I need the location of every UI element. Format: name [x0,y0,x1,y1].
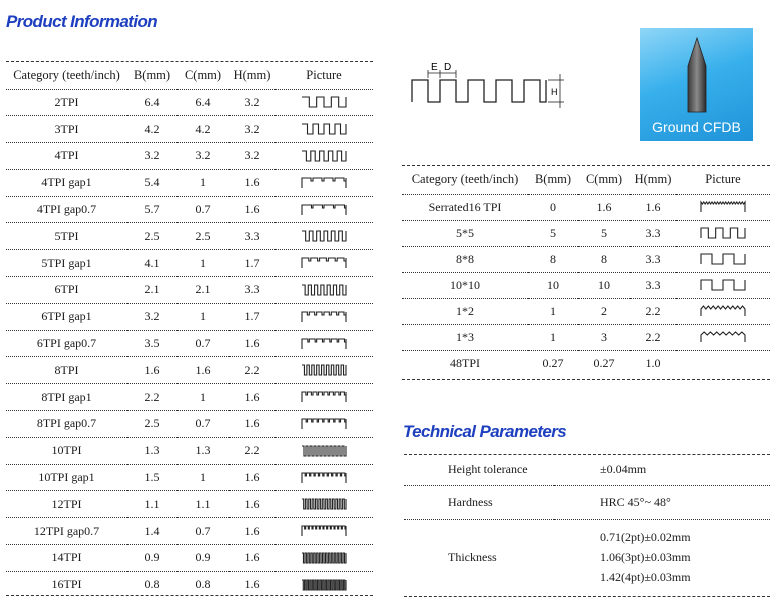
category-cell: 14TPI [51,550,82,565]
table-row [6,169,373,196]
tech-row-hardness [404,485,770,519]
tooth-profile-picture [676,298,770,324]
c-cell: 1.6 [195,362,211,377]
col-picture-header: Picture [705,172,741,187]
h-cell: 2.2 [645,329,661,344]
category-cell: 5TPI gap1 [41,255,92,270]
height-tolerance-value: ±0.04mm [600,462,647,477]
table-row [6,223,373,250]
category-cell: 12TPI [51,496,82,511]
c-cell: 6.4 [195,94,211,109]
b-cell: 1.6 [144,362,160,377]
b-cell: 1 [550,329,556,344]
tech-row-height-tolerance [404,455,770,485]
c-cell: 1 [200,389,206,404]
b-cell: 2.5 [144,416,160,431]
table-row [6,143,373,170]
c-cell: 4.2 [195,121,211,136]
c-cell: 1 [200,255,206,270]
c-cell: 2.1 [195,282,211,297]
table-row [402,272,770,298]
table-row [402,194,770,220]
product-image-ground-cfdb [640,28,753,141]
c-cell: 10 [598,277,610,292]
h-cell: 1.0 [645,355,661,370]
table-row [402,350,770,376]
h-cell: 1.6 [244,175,260,190]
right-spec-table [402,166,770,376]
table-row [6,277,373,304]
tooth-profile-picture [275,169,373,196]
b-cell: 0 [550,199,556,214]
right-table-header-row [402,166,770,194]
h-cell: 3.2 [244,148,260,163]
h-cell: 2.2 [645,303,661,318]
b-cell: 1.4 [144,523,160,538]
category-cell: 8TPI gap0.7 [36,416,97,431]
tooth-profile-icon [301,390,347,404]
col-h-header: H(mm) [634,172,672,187]
left-table-header-row [6,62,373,89]
b-cell: 0.27 [542,355,564,370]
table-row [402,298,770,324]
tooth-profile-icon [301,256,347,270]
c-cell: 0.27 [593,355,615,370]
right-table-bottom-border [402,379,770,380]
category-cell: 4TPI gap1 [41,175,92,190]
tech-table-bottom-border [404,596,770,597]
b-cell: 6.4 [144,94,160,109]
category-cell: 6TPI [54,282,79,297]
table-row [6,571,373,598]
h-cell: 2.2 [244,362,260,377]
b-cell: 3.2 [144,309,160,324]
category-cell: 5*5 [456,225,474,240]
tooth-profile-icon [301,203,347,217]
category-cell: 8*8 [456,251,474,266]
category-cell: Serrated16 TPI [428,199,502,214]
c-cell: 2.5 [195,228,211,243]
col-c-header: C(mm) [184,67,222,82]
table-row [6,518,373,545]
category-cell: 10TPI [51,443,82,458]
tooth-profile-icon [700,200,746,214]
b-cell: 3.5 [144,336,160,351]
col-b-header: B(mm) [534,172,572,187]
c-cell: 0.7 [195,523,211,538]
table-row [402,324,770,350]
tooth-profile-picture [275,357,373,384]
tooth-profile-picture [275,411,373,438]
c-cell: 1.3 [195,443,211,458]
table-row [402,246,770,272]
tooth-profile-picture [275,330,373,357]
category-cell: 5TPI [54,228,79,243]
tooth-profile-icon [301,176,347,190]
thickness-label: Thickness [448,549,497,564]
category-cell: 3TPI [54,121,79,136]
b-cell: 2.2 [144,389,160,404]
h-cell: 3.3 [645,251,661,266]
product-information-heading: Product Information [6,12,158,31]
table-row [402,220,770,246]
c-cell: 3 [601,329,607,344]
c-cell: 1.6 [596,199,612,214]
thickness-value-3pt: 1.06(3pt)±0.03mm [600,550,691,565]
h-cell: 3.3 [645,277,661,292]
left-spec-table [6,62,373,598]
category-cell: 1*2 [456,303,474,318]
h-cell: 1.6 [244,416,260,431]
tooth-profile-icon [301,417,347,431]
tooth-profile-picture [275,545,373,572]
h-cell: 1.6 [244,496,260,511]
category-cell: 2TPI [54,94,79,109]
table-row [6,464,373,491]
tooth-profile-picture [275,89,373,116]
b-cell: 8 [550,251,556,266]
tooth-dimension-diagram [408,58,568,110]
b-cell: 1 [550,303,556,318]
category-cell: 12TPI gap0.7 [33,523,100,538]
c-cell: 1 [200,175,206,190]
tooth-profile-icon [301,444,347,458]
h-cell: 3.3 [244,282,260,297]
b-cell: 1.3 [144,443,160,458]
h-cell: 1.6 [244,202,260,217]
h-cell: 1.6 [645,199,661,214]
h-cell: 1.6 [244,523,260,538]
category-cell: 8TPI [54,362,79,377]
tooth-profile-picture [275,277,373,304]
c-cell: 0.9 [195,550,211,565]
table-row [6,303,373,330]
tooth-profile-picture [275,384,373,411]
c-cell: 8 [601,251,607,266]
tooth-profile-icon [301,578,347,592]
diagram-label-h: H [551,87,558,97]
table-row [6,330,373,357]
tooth-profile-icon [301,363,347,377]
c-cell: 3.2 [195,148,211,163]
h-cell: 1.7 [244,255,260,270]
b-cell: 1.5 [144,470,160,485]
h-cell: 1.7 [244,309,260,324]
tooth-profile-picture [676,246,770,272]
tooth-profile-picture [275,491,373,518]
blade-icon [684,36,710,114]
table-row [6,89,373,116]
h-cell: 1.6 [244,336,260,351]
h-cell: 3.3 [244,228,260,243]
h-cell: 1.6 [244,550,260,565]
tooth-profile-icon [301,229,347,243]
table-row [6,116,373,143]
tooth-profile-icon [301,122,347,136]
category-cell: 4TPI gap0.7 [36,202,97,217]
hardness-value: HRC 45°~ 48° [600,494,671,509]
col-picture-header: Picture [306,67,342,82]
category-cell: 6TPI gap1 [41,309,92,324]
category-cell: 16TPI [51,577,82,592]
b-cell: 4.1 [144,255,160,270]
tooth-profile-picture [676,194,770,220]
tooth-profile-icon [301,551,347,565]
category-cell: 8TPI gap1 [41,389,92,404]
c-cell: 2 [601,303,607,318]
c-cell: 0.8 [195,577,211,592]
tooth-profile-picture [275,143,373,170]
category-cell: 1*3 [456,329,474,344]
col-b-header: B(mm) [133,67,171,82]
tooth-profile-picture [275,571,373,598]
c-cell: 0.7 [195,336,211,351]
tooth-profile-picture [275,250,373,277]
tooth-profile-picture [676,272,770,298]
category-cell: 10*10 [450,277,480,292]
table-row [6,437,373,464]
tooth-profile-icon [301,310,347,324]
thickness-values [554,519,770,595]
hardness-label: Hardness [448,494,493,509]
tooth-profile-icon [301,337,347,351]
table-row [6,357,373,384]
thickness-value-4pt: 1.42(4pt)±0.03mm [600,570,691,585]
tooth-profile-picture [275,196,373,223]
b-cell: 0.9 [144,550,160,565]
b-cell: 5 [550,225,556,240]
technical-parameters-table [404,455,770,595]
tooth-profile-picture [275,303,373,330]
col-category-header: Category (teeth/inch) [13,67,120,82]
table-row [6,250,373,277]
tooth-profile-icon [301,497,347,511]
b-cell: 4.2 [144,121,160,136]
tooth-profile-icon [700,252,746,266]
diagram-label-d: D [444,62,452,73]
table-row [6,545,373,572]
h-cell: 3.3 [645,225,661,240]
tooth-profile-icon [301,471,347,485]
b-cell: 2.1 [144,282,160,297]
tooth-profile-picture [676,350,770,376]
tooth-profile-picture [275,437,373,464]
b-cell: 2.5 [144,228,160,243]
tooth-profile-icon [700,330,746,344]
table-row [6,196,373,223]
h-cell: 3.2 [244,94,260,109]
table-row [6,491,373,518]
b-cell: 0.8 [144,577,160,592]
table-row [6,411,373,438]
c-cell: 1 [200,309,206,324]
category-cell: 4TPI [54,148,79,163]
h-cell: 3.2 [244,121,260,136]
product-image-caption: Ground CFDB [652,119,741,135]
c-cell: 5 [601,225,607,240]
tooth-profile-icon [301,283,347,297]
technical-parameters-heading: Technical Parameters [403,422,567,441]
tooth-profile-picture [275,116,373,143]
diagram-label-e: E [431,62,438,73]
col-h-header: H(mm) [233,67,271,82]
c-cell: 0.7 [195,202,211,217]
tooth-profile-icon [301,149,347,163]
table-row [6,384,373,411]
h-cell: 1.6 [244,470,260,485]
category-cell: 48TPI [450,355,480,370]
category-cell: 6TPI gap0.7 [36,336,97,351]
tooth-profile-picture [275,464,373,491]
b-cell: 5.7 [144,202,160,217]
tooth-profile-picture [275,518,373,545]
b-cell: 3.2 [144,148,160,163]
b-cell: 5.4 [144,175,160,190]
c-cell: 0.7 [195,416,211,431]
category-cell: 10TPI gap1 [38,470,95,485]
b-cell: 1.1 [144,496,160,511]
tech-row-thickness [404,519,770,595]
tooth-profile-icon [700,278,746,292]
height-tolerance-label: Height tolerance [448,462,528,477]
tooth-profile-icon [301,95,347,109]
h-cell: 1.6 [244,577,260,592]
tooth-profile-picture [676,220,770,246]
thickness-value-2pt: 0.71(2pt)±0.02mm [600,530,691,545]
b-cell: 10 [547,277,559,292]
c-cell: 1.1 [195,496,211,511]
tooth-profile-picture [676,324,770,350]
tooth-profile-picture [275,223,373,250]
h-cell: 1.6 [244,389,260,404]
tooth-profile-icon [700,226,746,240]
h-cell: 2.2 [244,443,260,458]
tooth-profile-icon [301,524,347,538]
c-cell: 1 [200,470,206,485]
col-c-header: C(mm) [585,172,623,187]
tooth-profile-icon [700,304,746,318]
col-category-header: Category (teeth/inch) [411,172,519,187]
